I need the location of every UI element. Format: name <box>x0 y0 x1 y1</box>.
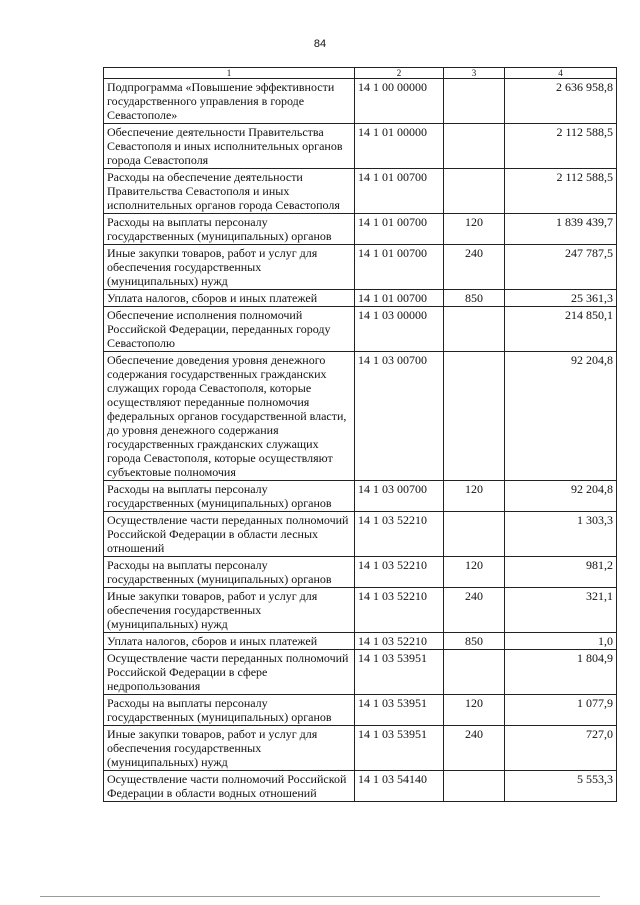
row-type-cell <box>444 169 505 214</box>
row-code-cell: 14 1 03 53951 <box>355 726 444 771</box>
table-header-row <box>104 68 617 79</box>
row-name-cell: Расходы на выплаты персоналу государственных (муниципальных) органов <box>104 695 355 726</box>
row-amount-cell: 2 112 588,5 <box>505 169 617 214</box>
row-name-cell: Расходы на выплаты персоналу государственных (муниципальных) органов <box>104 481 355 512</box>
header-col-2: 2 <box>355 68 444 79</box>
row-amount-cell: 1 303,3 <box>505 512 617 557</box>
row-name-cell: Иные закупки товаров, работ и услуг для обеспечения государственных (муниципальных) нужд <box>104 245 355 290</box>
row-code-cell: 14 1 03 00000 <box>355 307 444 352</box>
row-type-cell: 850 <box>444 290 505 307</box>
row-name-cell: Осуществление части переданных полномочий Российской Федерации в сфере недропользования <box>104 650 355 695</box>
row-amount-cell: 5 553,3 <box>505 771 617 802</box>
row-type-cell <box>444 771 505 802</box>
row-type-cell: 850 <box>444 633 505 650</box>
row-amount-cell: 92 204,8 <box>505 352 617 481</box>
table-row <box>104 352 617 481</box>
table-row <box>104 307 617 352</box>
row-type-cell: 240 <box>444 726 505 771</box>
page-number: 84 <box>313 38 327 50</box>
row-code-cell: 14 1 01 00700 <box>355 245 444 290</box>
row-code-cell: 14 1 01 00000 <box>355 124 444 169</box>
row-type-cell <box>444 124 505 169</box>
table-row <box>104 557 617 588</box>
table-row <box>104 481 617 512</box>
row-amount-cell: 214 850,1 <box>505 307 617 352</box>
row-type-cell: 120 <box>444 695 505 726</box>
header-col-1: 1 <box>104 68 355 79</box>
table-row <box>104 124 617 169</box>
budget-table <box>103 67 617 802</box>
row-type-cell <box>444 307 505 352</box>
row-code-cell: 14 1 03 52210 <box>355 557 444 588</box>
row-type-cell <box>444 79 505 124</box>
row-code-cell: 14 1 01 00700 <box>355 169 444 214</box>
header-col-4: 4 <box>505 68 617 79</box>
row-type-cell: 120 <box>444 214 505 245</box>
row-type-cell: 120 <box>444 557 505 588</box>
table-row <box>104 650 617 695</box>
page-bottom-rule <box>40 896 600 897</box>
row-amount-cell: 25 361,3 <box>505 290 617 307</box>
table-row <box>104 512 617 557</box>
row-amount-cell: 981,2 <box>505 557 617 588</box>
row-type-cell <box>444 512 505 557</box>
row-type-cell: 240 <box>444 245 505 290</box>
table-row <box>104 588 617 633</box>
row-name-cell: Обеспечение исполнения полномочий Российской Федерации, переданных городу Севастополю <box>104 307 355 352</box>
row-code-cell: 14 1 03 54140 <box>355 771 444 802</box>
row-code-cell: 14 1 03 00700 <box>355 481 444 512</box>
row-type-cell: 240 <box>444 588 505 633</box>
table-row <box>104 633 617 650</box>
row-amount-cell: 727,0 <box>505 726 617 771</box>
row-code-cell: 14 1 03 53951 <box>355 650 444 695</box>
table-row <box>104 79 617 124</box>
row-name-cell: Иные закупки товаров, работ и услуг для обеспечения государственных (муниципальных) нужд <box>104 726 355 771</box>
row-amount-cell: 1,0 <box>505 633 617 650</box>
table-row <box>104 169 617 214</box>
row-code-cell: 14 1 00 00000 <box>355 79 444 124</box>
row-name-cell: Расходы на выплаты персоналу государственных (муниципальных) органов <box>104 214 355 245</box>
row-amount-cell: 2 636 958,8 <box>505 79 617 124</box>
table-row <box>104 695 617 726</box>
row-name-cell: Расходы на обеспечение деятельности Правительства Севастополя и иных исполнительных органов города Севастополя <box>104 169 355 214</box>
row-type-cell <box>444 650 505 695</box>
row-name-cell: Подпрограмма «Повышение эффективности государственного управления в городе Севастополе» <box>104 79 355 124</box>
row-amount-cell: 1 804,9 <box>505 650 617 695</box>
row-name-cell: Уплата налогов, сборов и иных платежей <box>104 633 355 650</box>
row-type-cell: 120 <box>444 481 505 512</box>
table-row <box>104 771 617 802</box>
row-name-cell: Уплата налогов, сборов и иных платежей <box>104 290 355 307</box>
row-name-cell: Иные закупки товаров, работ и услуг для обеспечения государственных (муниципальных) нужд <box>104 588 355 633</box>
row-code-cell: 14 1 03 00700 <box>355 352 444 481</box>
row-name-cell: Расходы на выплаты персоналу государственных (муниципальных) органов <box>104 557 355 588</box>
row-name-cell: Осуществление части полномочий Российской Федерации в области водных отношений <box>104 771 355 802</box>
row-name-cell: Обеспечение деятельности Правительства Севастополя и иных исполнительных органов города Севастополя <box>104 124 355 169</box>
header-col-3: 3 <box>444 68 505 79</box>
row-code-cell: 14 1 03 52210 <box>355 588 444 633</box>
row-amount-cell: 92 204,8 <box>505 481 617 512</box>
row-amount-cell: 247 787,5 <box>505 245 617 290</box>
table-row <box>104 245 617 290</box>
row-code-cell: 14 1 03 53951 <box>355 695 444 726</box>
row-amount-cell: 1 077,9 <box>505 695 617 726</box>
table-row <box>104 290 617 307</box>
row-type-cell <box>444 352 505 481</box>
row-amount-cell: 2 112 588,5 <box>505 124 617 169</box>
row-name-cell: Обеспечение доведения уровня денежного содержания государственных гражданских служащих города Севастополя, которые осуществляют переданные полномочия федеральных органов государственной власти, до уровня денежного содержания государственных гражданских служащих города Севастополя, которые осуществляют субъектовые полномочия <box>104 352 355 481</box>
row-code-cell: 14 1 01 00700 <box>355 290 444 307</box>
row-amount-cell: 1 839 439,7 <box>505 214 617 245</box>
row-code-cell: 14 1 03 52210 <box>355 633 444 650</box>
row-name-cell: Осуществление части переданных полномочий Российской Федерации в области лесных отношений <box>104 512 355 557</box>
row-code-cell: 14 1 01 00700 <box>355 214 444 245</box>
row-amount-cell: 321,1 <box>505 588 617 633</box>
table-row <box>104 726 617 771</box>
table-row <box>104 214 617 245</box>
row-code-cell: 14 1 03 52210 <box>355 512 444 557</box>
